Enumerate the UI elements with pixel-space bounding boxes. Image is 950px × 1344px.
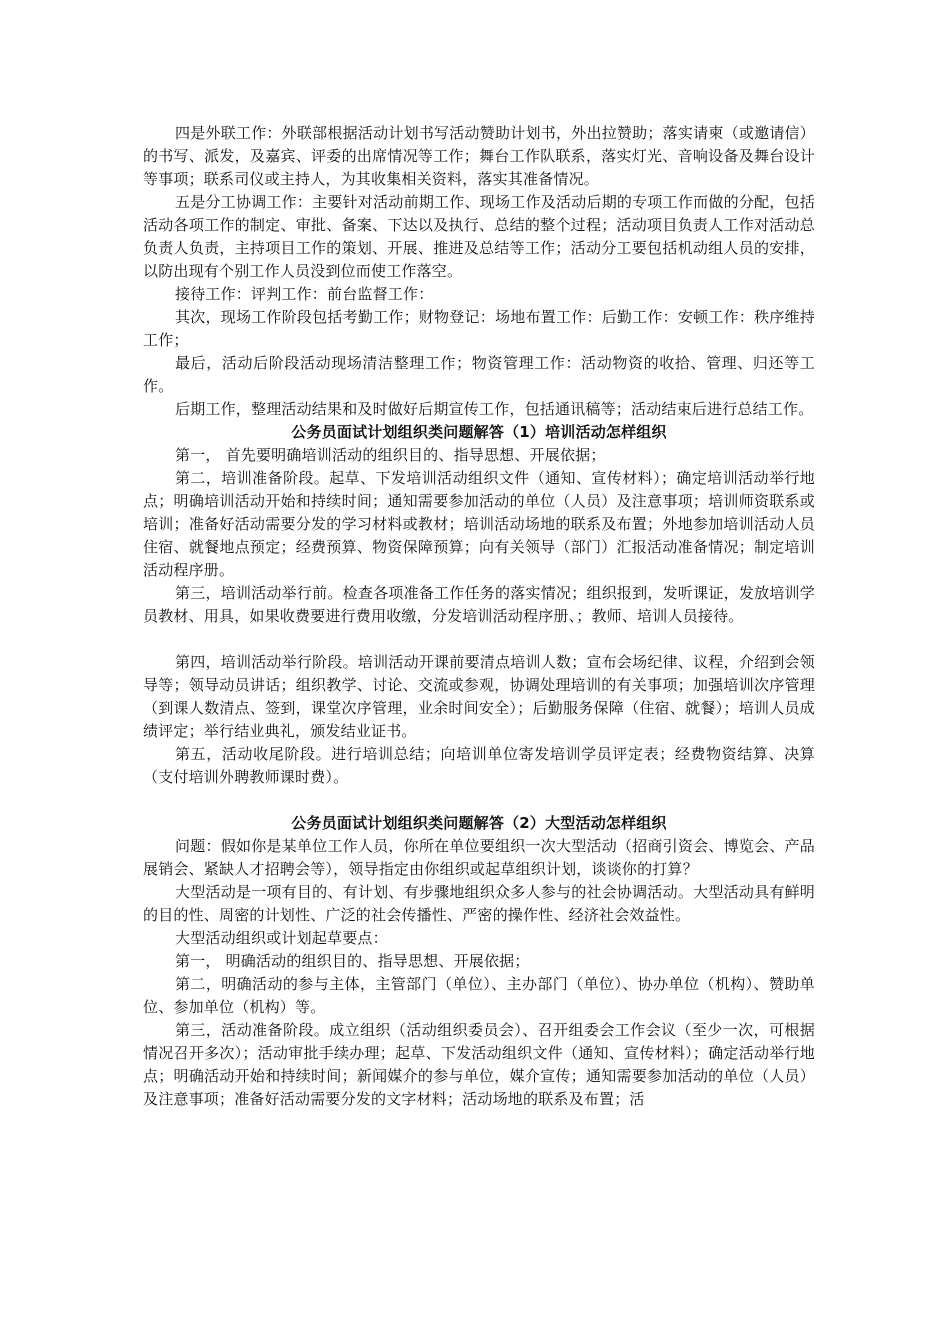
section-large-event [143,812,815,1111]
section-heading: 公务员面试计划组织类问题解答（2）大型活动怎样组织 [291,814,667,832]
paragraph: 第一， 首先要明确培训活动的组织目的、指导思想、开展依据； [175,446,606,464]
section-outreach-and-coordination [143,122,815,421]
paragraph: 第二，明确活动的参与主体，主管部门（单位）、主办部门（单位）、协办单位（机构）、赞助单位、参加单位（机构）等。 [143,975,815,1016]
paragraph: 接待工作：评判工作：前台监督工作： [175,285,434,303]
section-heading: 公务员面试计划组织类问题解答（1）培训活动怎样组织 [291,423,667,441]
paragraph: 第五，活动收尾阶段。进行培训总结；向培训单位寄发培训学员评定表；经费物资结算、决算（支付培训外聘教师课时费）。 [143,745,815,786]
paragraph: 后期工作，整理活动结果和及时做好后期宣传工作，包括通讯稿等；活动结束后进行总结工作。 [175,400,814,418]
paragraph: 大型活动是一项有目的、有计划、有步骤地组织众多人参与的社会协调活动。大型活动具有鲜明的目的性、周密的计划性、广泛的社会传播性、严密的操作性、经济社会效益性。 [143,883,815,924]
document-body [143,122,815,1111]
paragraph: 四是外联工作：外联部根据活动计划书写活动赞助计划书，外出拉赞助；落实请柬（或邀请信）的书写、派发，及嘉宾、评委的出席情况等工作；舞台工作队联系，落实灯光、音响设备及舞台设计等事项；联系司仪或主持人，为其收集相关资料，落实其准备情况。 [143,124,815,188]
paragraph: 大型活动组织或计划起草要点： [175,929,388,947]
paragraph: 第三，培训活动举行前。检查各项准备工作任务的落实情况；组织报到，发听课证，发放培训学员教材、用具，如果收费要进行费用收缴，分发培训活动程序册、；教师、培训人员接待。 [143,584,815,625]
paragraph: 第三，活动准备阶段。成立组织（活动组织委员会）、召开组委会工作会议（至少一次，可根据情况召开多次）；活动审批手续办理；起草、下发活动组织文件（通知、宣传材料）；确定活动举行地点；明确活动开始和持续时间；新闻媒介的参与单位，媒介宣传；通知需要参加活动的单位（人员）及注意事项；准备好活动需要分发的文字材料；活动场地的联系及布置；活 [143,1021,815,1108]
paragraph: 五是分工协调工作：主要针对活动前期工作、现场工作及活动后期的专项工作而做的分配，包括活动各项工作的制定、审批、备案、下达以及执行、总结的整个过程；活动项目负责人工作对活动总负责人负责，主持项目工作的策划、开展、推进及总结等工作；活动分工要包括机动组人员的安排，以防出现有个别工作人员没到位而使工作落空。 [143,193,815,280]
paragraph: 问题：假如你是某单位工作人员，你所在单位要组织一次大型活动（招商引资会、博览会、产品展销会、紧缺人才招聘会等），领导指定由你组织或起草组织计划，谈谈你的打算？ [143,837,815,878]
paragraph: 第一， 明确活动的组织目的、指导思想、开展依据； [175,952,530,970]
paragraph: 第二，培训准备阶段。起草、下发培训活动组织文件（通知、宣传材料）；确定培训活动举行地点；明确培训活动开始和持续时间；通知需要参加活动的单位（人员）及注意事项；培训师资联系或培训；准备好活动需要分发的学习材料或教材；培训活动场地的联系及布置；外地参加培训活动人员住宿、就餐地点预定；经费预算、物资保障预算；向有关领导（部门）汇报活动准备情况；制定培训活动程序册。 [143,469,815,579]
blank-line [143,789,815,812]
blank-line [143,628,815,651]
paragraph: 其次，现场工作阶段包括考勤工作；财物登记：场地布置工作：后勤工作：安顿工作：秩序维持工作； [143,308,815,349]
section-training-activity [143,421,815,789]
paragraph: 第四，培训活动举行阶段。培训活动开课前要清点培训人数；宣布会场纪律、议程，介绍到会领导等；领导动员讲话；组织教学、讨论、交流或参观，协调处理培训的有关事项；加强培训次序管理（到课人数清点、签到，课堂次序管理，业余时间安全）；后勤服务保障（住宿、就餐）；培训人员成绩评定；举行结业典礼，颁发结业证书。 [143,653,815,740]
paragraph: 最后，活动后阶段活动现场清洁整理工作；物资管理工作：活动物资的收拾、管理、归还等工作。 [143,354,815,395]
